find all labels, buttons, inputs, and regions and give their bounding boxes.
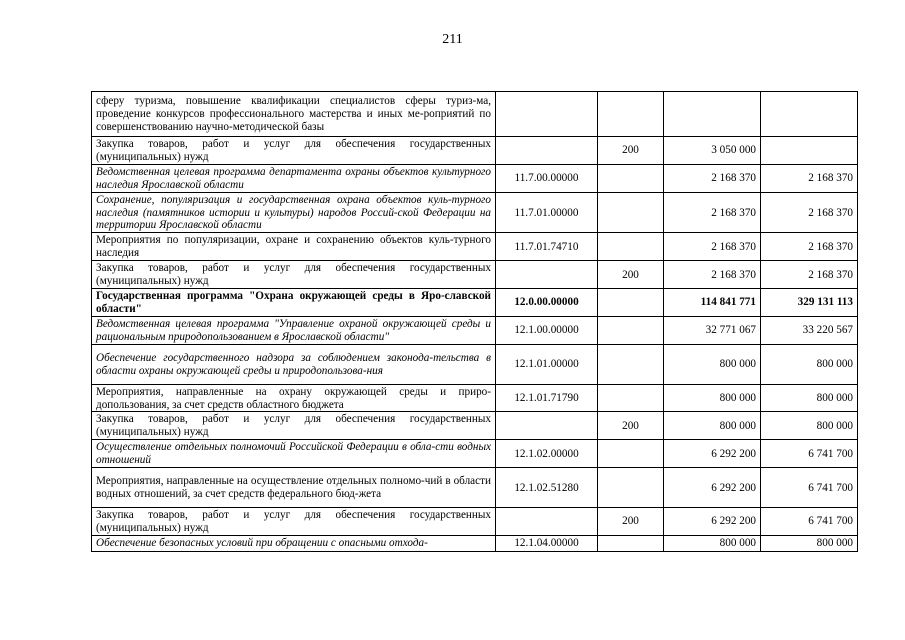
row-amount-year1-cell: 2 168 370 [664, 192, 761, 233]
row-name-cell: Мероприятия, направленные на охрану окружающей среды и приро-допользования, за счет средств областного бюджета [92, 384, 496, 412]
row-code-cell: 12.1.01.00000 [496, 344, 598, 384]
table-row [92, 344, 858, 384]
row-amount-year2-cell: 800 000 [761, 384, 858, 412]
row-code-cell [496, 412, 598, 440]
table-row [92, 440, 858, 468]
row-amount-year1-cell: 800 000 [664, 344, 761, 384]
row-code-cell [496, 92, 598, 137]
row-expense-type-cell [598, 440, 664, 468]
row-code-cell: 12.1.04.00000 [496, 535, 598, 551]
row-amount-year1-cell: 6 292 200 [664, 508, 761, 536]
row-code-cell: 12.0.00.00000 [496, 288, 598, 316]
row-amount-year2-cell: 800 000 [761, 344, 858, 384]
row-name-cell: Мероприятия по популяризации, охране и сохранению объектов куль-турного наследия [92, 233, 496, 261]
row-expense-type-cell [598, 344, 664, 384]
row-code-cell: 11.7.01.74710 [496, 233, 598, 261]
budget-table-body [92, 92, 858, 552]
budget-table [91, 91, 858, 552]
table-row [92, 384, 858, 412]
row-expense-type-cell [598, 468, 664, 508]
row-amount-year1-cell: 3 050 000 [664, 137, 761, 165]
row-amount-year1-cell: 800 000 [664, 535, 761, 551]
row-expense-type-cell [598, 316, 664, 344]
row-code-cell: 11.7.01.00000 [496, 192, 598, 233]
table-row [92, 468, 858, 508]
row-amount-year2-cell [761, 92, 858, 137]
row-name-cell: Государственная программа "Охрана окружающей среды в Яро-славской области" [92, 288, 496, 316]
table-row [92, 233, 858, 261]
table-row [92, 192, 858, 233]
row-expense-type-cell: 200 [598, 508, 664, 536]
row-name-cell: сферу туризма, повышение квалификации специалистов сферы туриз-ма, проведение конкурсов профессионального мастерства и иных ме-роприятий по совершенствованию научно-методической базы [92, 92, 496, 137]
row-amount-year1-cell: 2 168 370 [664, 233, 761, 261]
row-expense-type-cell: 200 [598, 137, 664, 165]
row-name-cell: Закупка товаров, работ и услуг для обеспечения государственных (муниципальных) нужд [92, 137, 496, 165]
row-name-cell: Ведомственная целевая программа "Управление охраной окружающей среды и рациональным природопользованием в Ярославской области" [92, 316, 496, 344]
row-expense-type-cell: 200 [598, 412, 664, 440]
row-amount-year1-cell: 800 000 [664, 412, 761, 440]
row-name-cell: Обеспечение государственного надзора за соблюдением законода-тельства в области охраны окружающей среды и природопользова-ния [92, 344, 496, 384]
row-amount-year1-cell: 2 168 370 [664, 164, 761, 192]
row-amount-year2-cell: 33 220 567 [761, 316, 858, 344]
row-name-cell: Закупка товаров, работ и услуг для обеспечения государственных (муниципальных) нужд [92, 261, 496, 289]
row-expense-type-cell [598, 192, 664, 233]
row-amount-year1-cell: 6 292 200 [664, 468, 761, 508]
row-expense-type-cell [598, 288, 664, 316]
row-amount-year2-cell: 2 168 370 [761, 164, 858, 192]
row-code-cell: 12.1.01.71790 [496, 384, 598, 412]
row-amount-year2-cell: 2 168 370 [761, 261, 858, 289]
table-row [92, 137, 858, 165]
row-amount-year1-cell: 32 771 067 [664, 316, 761, 344]
row-expense-type-cell: 200 [598, 261, 664, 289]
row-expense-type-cell [598, 92, 664, 137]
row-amount-year2-cell: 800 000 [761, 412, 858, 440]
row-name-cell: Мероприятия, направленные на осуществление отдельных полномо-чий в области водных отношений, за счет средств федерального бюд-жета [92, 468, 496, 508]
row-code-cell: 11.7.00.00000 [496, 164, 598, 192]
row-expense-type-cell [598, 233, 664, 261]
table-row [92, 535, 858, 551]
table-row [92, 316, 858, 344]
table-row [92, 164, 858, 192]
row-name-cell: Сохранение, популяризация и государственная охрана объектов куль-турного наследия (памятников истории и культуры) народов Россий-ской Федерации на территории Ярославской области [92, 192, 496, 233]
row-amount-year1-cell: 800 000 [664, 384, 761, 412]
row-amount-year1-cell: 2 168 370 [664, 261, 761, 289]
row-code-cell: 12.1.00.00000 [496, 316, 598, 344]
row-code-cell: 12.1.02.00000 [496, 440, 598, 468]
table-row [92, 261, 858, 289]
row-amount-year2-cell: 800 000 [761, 535, 858, 551]
row-amount-year1-cell [664, 92, 761, 137]
row-name-cell: Обеспечение безопасных условий при обращении с опасными отхода- [92, 535, 496, 551]
row-name-cell: Закупка товаров, работ и услуг для обеспечения государственных (муниципальных) нужд [92, 412, 496, 440]
row-expense-type-cell [598, 535, 664, 551]
row-amount-year2-cell [761, 137, 858, 165]
row-expense-type-cell [598, 384, 664, 412]
row-amount-year2-cell: 2 168 370 [761, 192, 858, 233]
row-name-cell: Осуществление отдельных полномочий Российской Федерации в обла-сти водных отношений [92, 440, 496, 468]
row-amount-year2-cell: 6 741 700 [761, 440, 858, 468]
table-row [92, 412, 858, 440]
row-code-cell: 12.1.02.51280 [496, 468, 598, 508]
row-amount-year2-cell: 6 741 700 [761, 468, 858, 508]
row-name-cell: Закупка товаров, работ и услуг для обеспечения государственных (муниципальных) нужд [92, 508, 496, 536]
row-amount-year2-cell: 2 168 370 [761, 233, 858, 261]
page-number: 211 [442, 32, 463, 47]
row-amount-year1-cell: 114 841 771 [664, 288, 761, 316]
table-row [92, 92, 858, 137]
table-row [92, 508, 858, 536]
row-expense-type-cell [598, 164, 664, 192]
row-code-cell [496, 261, 598, 289]
row-amount-year1-cell: 6 292 200 [664, 440, 761, 468]
table-row [92, 288, 858, 316]
row-name-cell: Ведомственная целевая программа департамента охраны объектов культурного наследия Ярославской области [92, 164, 496, 192]
row-code-cell [496, 508, 598, 536]
row-amount-year2-cell: 329 131 113 [761, 288, 858, 316]
row-code-cell [496, 137, 598, 165]
row-amount-year2-cell: 6 741 700 [761, 508, 858, 536]
